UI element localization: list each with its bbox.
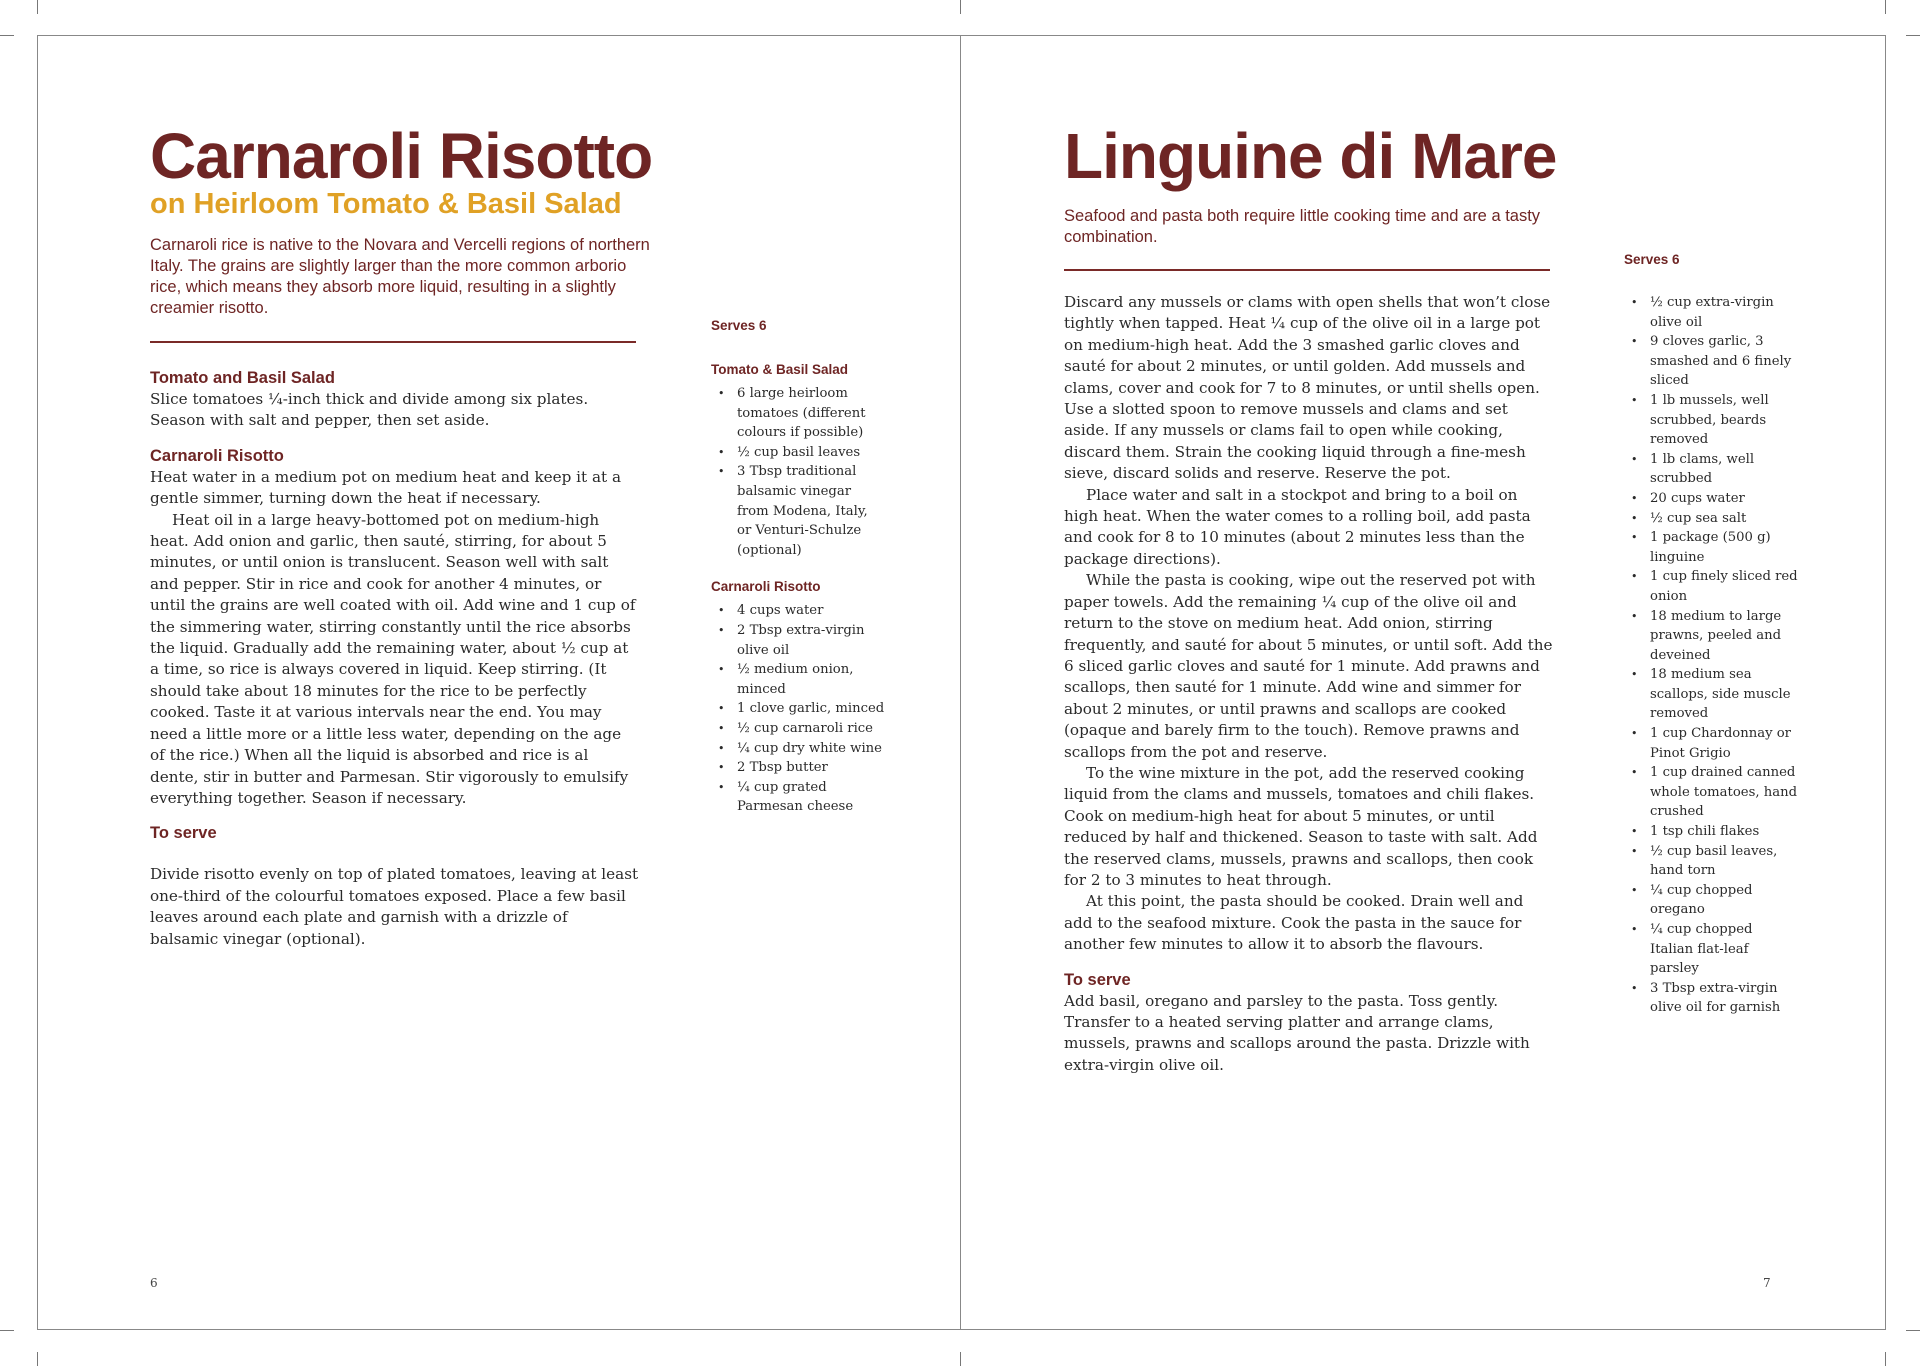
ingredient-item: • ½ cup carnaroli rice	[711, 719, 886, 739]
method-paragraph: Slice tomatoes ¼-inch thick and divide among six plates. Season with salt and pepper, then set aside.	[150, 390, 589, 430]
crop-mark	[0, 35, 14, 36]
crop-mark	[1885, 1352, 1886, 1366]
ingredient-item: • 2 Tbsp butter	[711, 758, 886, 778]
crop-mark	[0, 1330, 14, 1331]
ingredient-item: • 1 cup drained canned whole tomatoes, hand crushed	[1624, 763, 1799, 822]
ingredient-item: • 6 large heirloom tomatoes (different colours if possible)	[711, 384, 886, 443]
crop-mark	[960, 1352, 961, 1366]
ingredient-item: • ½ medium onion, minced	[711, 660, 886, 699]
ingredient-item: • 2 Tbsp extra-virgin olive oil	[711, 621, 886, 660]
crop-mark	[1906, 1330, 1920, 1331]
ingredient-item: • 20 cups water	[1624, 489, 1799, 509]
method-paragraph: To the wine mixture in the pot, add the reserved cooking liquid from the clams and mussels, tomatoes and chili flakes. Cook on medium-high heat for about 5 minutes, or until reduced by half and thickened. Season to taste with salt. Add the reserved clams, mussels, prawns and scallops, then cook for 2 to 3 minutes to heat through.	[1064, 763, 1538, 889]
method-paragraph: At this point, the pasta should be cooked. Drain well and add to the seafood mixture. Cook the pasta in the sauce for another few minutes to allow it to absorb the flavours.	[1064, 892, 1524, 954]
ingredient-list	[711, 384, 886, 560]
serves-label: Serves 6	[711, 318, 767, 333]
section-heading: To serve	[150, 824, 217, 843]
ingredient-item: • ¼ cup dry white wine	[711, 739, 886, 759]
crop-mark	[1885, 0, 1886, 14]
ingredients-column	[1624, 251, 1799, 1018]
ingredient-item: • ½ cup basil leaves	[711, 443, 886, 463]
recipe-title: Linguine di Mare	[1064, 120, 1557, 192]
left-page	[37, 35, 961, 1330]
method-paragraph: Add basil, oregano and parsley to the pasta. Toss gently. Transfer to a heated serving platter and arrange clams, mussels, prawns and scallops around the pasta. Drizzle with extra-virgin olive oil.	[1064, 991, 1530, 1074]
section-heading: Tomato and Basil Salad	[150, 369, 335, 387]
ingredient-item: • 18 medium sea scallops, side muscle removed	[1624, 665, 1799, 724]
ingredient-list	[711, 601, 886, 817]
divider	[150, 341, 636, 343]
ingredient-item: • 9 cloves garlic, 3 smashed and 6 finely sliced	[1624, 332, 1799, 391]
page-number: 7	[1763, 1276, 1771, 1290]
ingredients-heading: Tomato & Basil Salad	[711, 362, 849, 377]
method-column	[150, 368, 640, 950]
ingredient-item: • ¼ cup grated Parmesan cheese	[711, 778, 886, 817]
ingredient-item: • ½ cup sea salt	[1624, 509, 1799, 529]
ingredient-item: • ½ cup extra-virgin olive oil	[1624, 293, 1799, 332]
ingredient-item: • 1 tsp chili flakes	[1624, 822, 1799, 842]
right-page	[960, 35, 1886, 1330]
ingredient-item: • 3 Tbsp traditional balsamic vinegar from Modena, Italy, or Venturi-Schulze (optional)	[711, 462, 886, 560]
ingredients-heading: Carnaroli Risotto	[711, 579, 821, 595]
crop-mark	[960, 0, 961, 14]
method-paragraph: Discard any mussels or clams with open shells that won’t close tightly when tapped. Heat ¼ cup of the olive oil in a large pot on medium-high heat. Add the 3 smashed garlic cloves and sauté for about 2 minutes, or until golden. Add mussels and clams, cover and cook for 7 to 8 minutes, or until shells open. Use a slotted spoon to remove mussels and clams and set aside. If any mussels or clams fail to open while cooking, discard them. Strain the cooking liquid through a fine-mesh sieve, discard solids and reserve. Reserve the pot.	[1064, 293, 1551, 483]
method-paragraph: Heat water in a medium pot on medium heat and keep it at a gentle simmer, turning down the heat if necessary.	[150, 467, 622, 508]
recipe-intro: Seafood and pasta both require little cooking time and are a tasty combination.	[1064, 207, 1541, 246]
ingredient-item: • 1 lb clams, well scrubbed	[1624, 450, 1799, 489]
ingredient-list	[1624, 293, 1799, 1018]
method-paragraph: While the pasta is cooking, wipe out the reserved pot with paper towels. Add the remaining ¼ cup of the olive oil and return to the stove on medium heat. Add onion, stirring frequently, and sauté for about 5 minutes, or until soft. Add the 6 sliced garlic cloves and sauté for 1 minute. Add prawns and scallops, then sauté for 1 minute. Add wine and simmer for about 2 minutes, or until prawns and scallops are cooked (opaque and barely firm to the touch). Remove prawns and scallops from the pot and reserve.	[1064, 571, 1553, 761]
recipe-title: Carnaroli Risotto	[150, 120, 653, 192]
method-paragraph: Divide risotto evenly on top of plated tomatoes, leaving at least one-third of the colourful tomatoes exposed. Place a few basil leaves around each plate and garnish with a drizzle of balsamic vinegar (optional).	[150, 865, 639, 948]
recipe-intro: Carnaroli rice is native to the Novara and Vercelli regions of northern Italy. The grains are slightly larger than the more common arborio rice, which means they absorb more liquid, resulting in a slightly creamier risotto.	[150, 236, 650, 317]
crop-mark	[37, 1352, 38, 1366]
ingredients-column	[711, 317, 886, 817]
crop-mark	[1906, 35, 1920, 36]
divider	[1064, 269, 1550, 271]
ingredient-item: • 1 lb mussels, well scrubbed, beards removed	[1624, 391, 1799, 450]
ingredient-item: • 3 Tbsp extra-virgin olive oil for garnish	[1624, 979, 1799, 1018]
method-column	[1064, 292, 1554, 1076]
ingredient-item: • 1 cup Chardonnay or Pinot Grigio	[1624, 724, 1799, 763]
ingredient-item: • 4 cups water	[711, 601, 886, 621]
serves-label: Serves 6	[1624, 252, 1680, 267]
ingredient-item: • ¼ cup chopped oregano	[1624, 881, 1799, 920]
section-heading: To serve	[1064, 970, 1131, 989]
section-heading: Carnaroli Risotto	[150, 446, 284, 465]
method-paragraph: Heat oil in a large heavy-bottomed pot on medium-high heat. Add onion and garlic, then sauté, stirring, for about 5 minutes, or until onion is translucent. Season well with salt and pepper. Stir in rice and cook for another 4 minutes, or until the grains are well coated with oil. Add wine and 1 cup of the simmering water, stirring constantly until the rice absorbs the liquid. Gradually add the remaining water, about ½ cup at a time, so rice is always covered in liquid. Keep stirring. (It should take about 18 minutes for the rice to be perfectly cooked. Taste it at various intervals near the end. You may need a little more or a little less water, depending on the age of the rice.) When all the liquid is absorbed and rice is al dente, stir in butter and Parmesan. Stir vigorously to emulsify everything together. Season if necessary.	[150, 510, 636, 807]
ingredient-item: • 1 clove garlic, minced	[711, 699, 886, 719]
recipe-subtitle: on Heirloom Tomato & Basil Salad	[150, 188, 622, 220]
page-number: 6	[150, 1276, 158, 1290]
method-paragraph: Place water and salt in a stockpot and bring to a boil on high heat. When the water comes to a rolling boil, add pasta and cook for 8 to 10 minutes (about 2 minutes less than the package directions).	[1064, 485, 1531, 568]
ingredient-item: • ½ cup basil leaves, hand torn	[1624, 842, 1799, 881]
ingredient-item: • 18 medium to large prawns, peeled and deveined	[1624, 607, 1799, 666]
ingredient-item: • 1 cup finely sliced red onion	[1624, 567, 1799, 606]
ingredient-item: • ¼ cup chopped Italian flat-leaf parsley	[1624, 920, 1799, 979]
ingredient-item: • 1 package (500 g) linguine	[1624, 528, 1799, 567]
crop-mark	[37, 0, 38, 14]
